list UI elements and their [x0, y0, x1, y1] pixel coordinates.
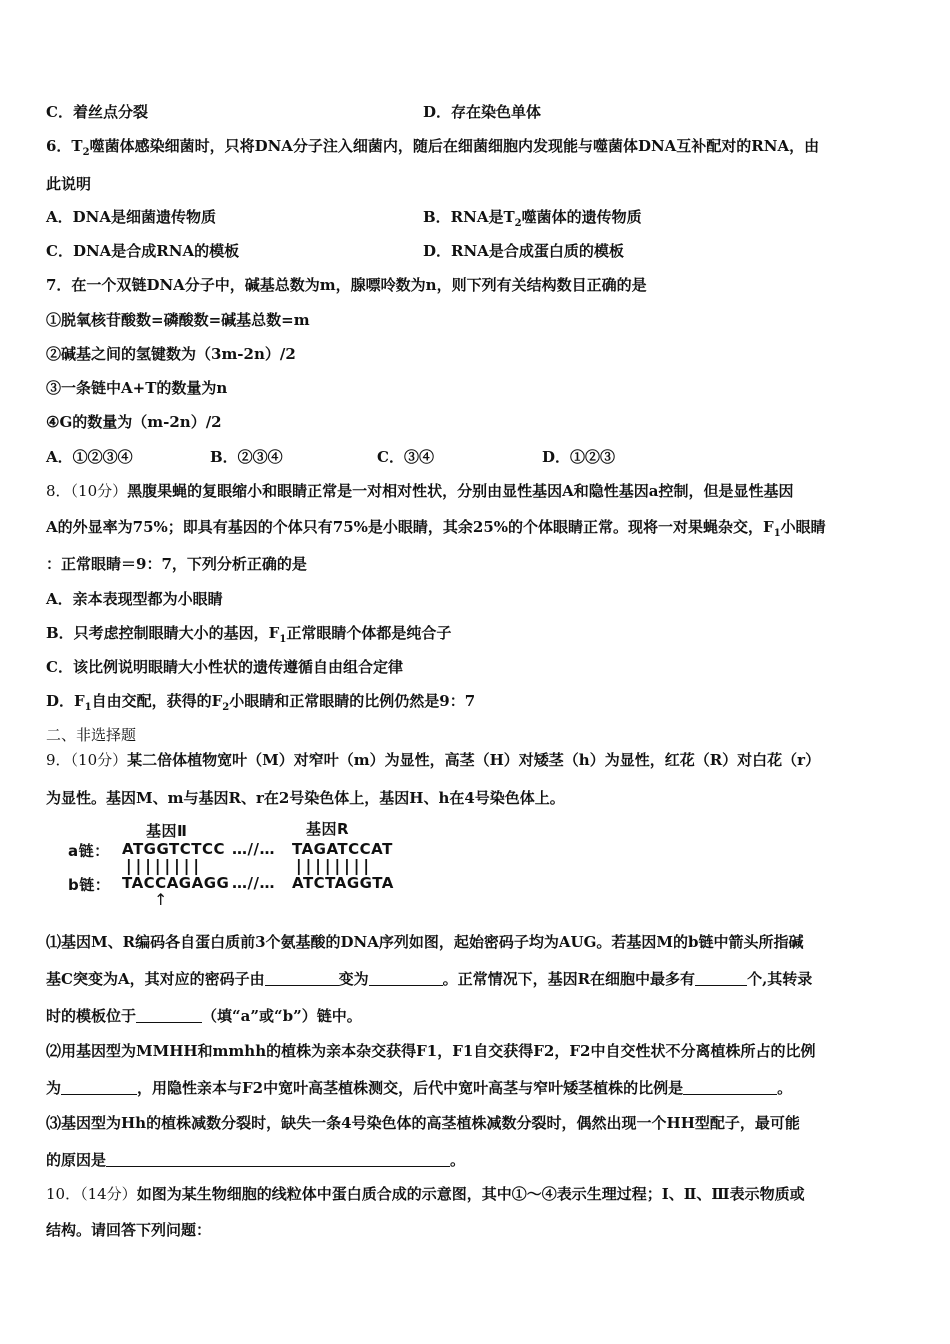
q6-stem-line1: 6．$T_2$噬菌体感染细菌时，只将DNA分子注入细菌内，随后在细菌细胞内发现能与噬菌体DNA互补配对的RNA，由: [46, 137, 820, 158]
q7-option-c: C．③④: [377, 448, 434, 466]
q9-part1-line1: ⑴基因M、R编码各自蛋白质前3个氨基酸的DNA序列如图，起始密码子均为AUG。若基因M的b链中箭头所指碱: [46, 933, 804, 951]
answer-blank[interactable]: [265, 971, 339, 986]
q9-stem-line1: 9．（10分）某二倍体植物宽叶（M）对窄叶（m）为显性，高茎（H）对矮茎（h）为显性，红花（R）对白花（r）: [46, 751, 821, 769]
q6-option-a: A．DNA是细菌遗传物质: [46, 208, 216, 226]
q5-option-c: C．着丝点分裂: [46, 103, 148, 121]
q7-option-a: A．①②③④: [46, 448, 133, 466]
answer-blank[interactable]: [136, 1008, 202, 1023]
answer-blank[interactable]: [695, 971, 747, 986]
q7-statement-1: ①脱氧核苷酸数=磷酸数=碱基总数=m: [46, 311, 310, 329]
q5-options: [46, 102, 542, 122]
b-strand-gap: …//…: [232, 874, 275, 892]
q9-part3-line1: ⑶基因型为Hh的植株减数分裂时，缺失一条4号染色体的高茎植株减数分裂时，偶然出现一个HH型配子，最可能: [46, 1114, 800, 1132]
a-strand-label: a链：: [68, 842, 110, 860]
q8-option-c: C．该比例说明眼睛大小性状的遗传遵循自由组合定律: [46, 658, 403, 676]
gene-m-label: 基因Ⅱ: [146, 822, 188, 840]
b-strand-label: b链：: [68, 876, 111, 894]
mutation-arrow-icon: ↑: [154, 890, 168, 909]
q6-options-ab: [46, 207, 642, 229]
q7-statement-4: ④G的数量为（m-2n）/2: [46, 413, 222, 431]
q6-option-d: D．RNA是合成蛋白质的模板: [423, 242, 624, 260]
answer-blank[interactable]: [106, 1152, 450, 1167]
q8-stem-line1: 8．（10分）黑腹果蝇的复眼缩小和眼睛正常是一对相对性状，分别由显性基因A和隐性基因a控制，但是显性基因: [46, 482, 794, 500]
answer-blank[interactable]: [369, 971, 443, 986]
b-strand-seq-1: TACCAGAGG: [122, 874, 230, 892]
base-pair-ticks-1: ||||||||: [124, 856, 202, 875]
q6-option-b: B．RNA是$T_2$噬菌体的遗传物质: [423, 208, 642, 229]
q8-option-b: B．只考虑控制眼睛大小的基因，$F_1$正常眼睛个体都是纯合子: [46, 624, 452, 645]
q8-option-d: D．$F_1$自由交配，获得的$F_2$小眼睛和正常眼睛的比例仍然是9：7: [46, 692, 476, 713]
b-strand-seq-2: ATCTAGGTA: [292, 874, 394, 892]
answer-blank[interactable]: [61, 1080, 137, 1095]
answer-blank[interactable]: [683, 1080, 777, 1095]
q9-part3-line2: 的原因是 。: [46, 1151, 466, 1169]
q6-options-cd: [46, 241, 624, 261]
q7-options: [46, 447, 926, 467]
q9-stem-line2: 为显性。基因M、m与基因R、r在2号染色体上，基因H、h在4号染色体上。: [46, 789, 565, 807]
q10-stem-line1: 10．（14分）如图为某生物细胞的线粒体中蛋白质合成的示意图，其中①～④表示生理过程；Ⅰ、Ⅱ、Ⅲ表示物质或: [46, 1185, 805, 1203]
q7-stem: 7．在一个双链DNA分子中，碱基总数为m，腺嘌呤数为n，则下列有关结构数目正确的是: [46, 276, 647, 294]
a-strand-seq-1: ATGGTCTCC: [122, 840, 226, 858]
q7-statement-3: ③一条链中A+T的数量为n: [46, 379, 228, 397]
q7-option-b: B．②③④: [210, 448, 283, 466]
q8-stem-line2: A的外显率为75%；即具有基因的个体只有75%是小眼睛，其余25%的个体眼睛正常。现将一对果蝇杂交，$F_1$小眼睛: [46, 518, 826, 539]
q9-part1-line2: 基C突变为A，其对应的密码子由 变为 。正常情况下，基因R在细胞中最多有 个,其转录: [46, 970, 813, 988]
q7-statement-2: ②碱基之间的氢键数为（3m-2n）/2: [46, 345, 296, 363]
section-heading: 二、非选择题: [46, 726, 137, 744]
q8-option-a: A．亲本表现型都为小眼睛: [46, 590, 223, 608]
base-pair-ticks-2: ||||||||: [294, 856, 372, 875]
q9-part2-line1: ⑵用基因型为MMHH和mmhh的植株为亲本杂交获得F1，F1自交获得F2，F2中自交性状不分离植株所占的比例: [46, 1042, 816, 1060]
dna-sequence-figure: [66, 818, 406, 914]
q10-stem-line2: 结构。请回答下列问题：: [46, 1221, 212, 1239]
q9-part2-line2: 为 ，用隐性亲本与F2中宽叶高茎植株测交，后代中宽叶高茎与窄叶矮茎植株的比例是 。: [46, 1079, 793, 1097]
q6-stem-line2: 此说明: [46, 175, 92, 193]
q6-option-c: C．DNA是合成RNA的模板: [46, 242, 240, 260]
a-strand-gap: …//…: [232, 840, 275, 858]
q9-part1-line3: 时的模板位于 （填“a”或“b”）链中。: [46, 1007, 362, 1025]
q8-stem-line3: ：正常眼睛＝9：7，下列分析正确的是: [46, 555, 307, 573]
gene-r-label: 基因R: [306, 820, 350, 838]
q5-option-d: D．存在染色单体: [423, 103, 542, 121]
q7-option-d: D．①②③: [542, 448, 616, 466]
a-strand-seq-2: TAGATCCAT: [292, 840, 393, 858]
